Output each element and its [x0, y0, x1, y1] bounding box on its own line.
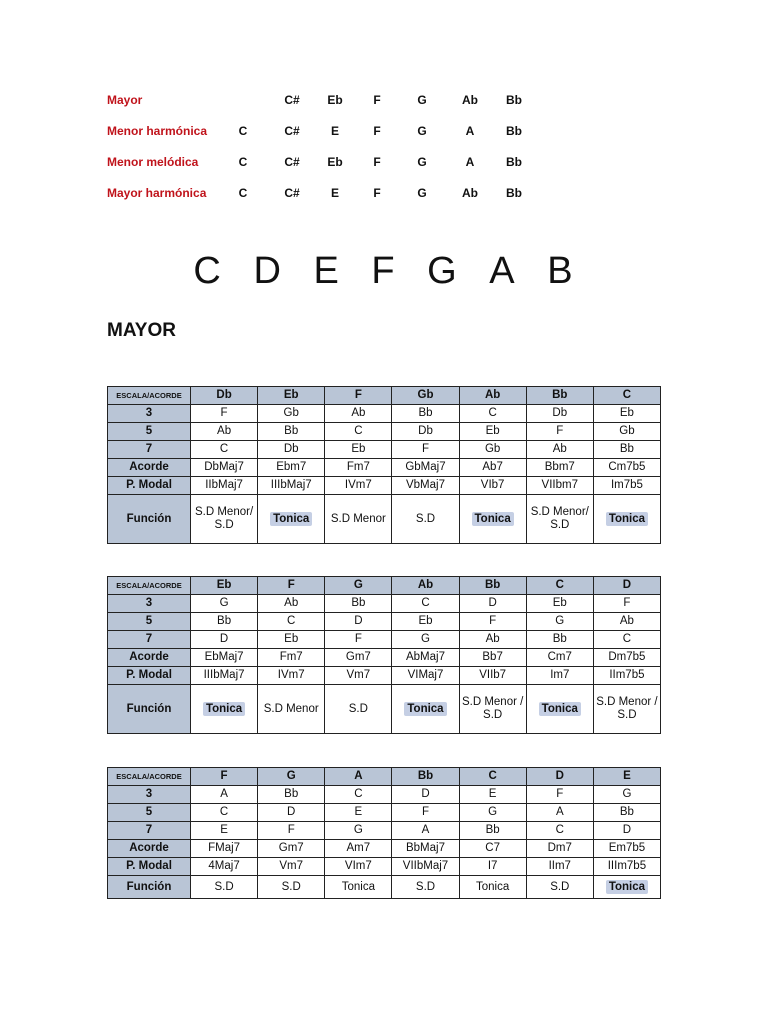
scale-note: Ab: [462, 186, 478, 200]
table-cell: C: [459, 405, 526, 423]
note-letter: B: [547, 250, 575, 292]
row-label: P. Modal: [108, 477, 191, 495]
table-row: [108, 649, 661, 667]
scale-note: F: [373, 124, 381, 138]
note-letter: F: [371, 250, 397, 292]
funcion-row: [108, 876, 661, 899]
scale-note: C#: [284, 155, 300, 169]
scale-note: A: [465, 155, 475, 169]
table-cell: G: [191, 595, 258, 613]
table-cell: Bb: [459, 822, 526, 840]
table-cell: Ab: [593, 613, 660, 631]
scale-note: G: [417, 155, 427, 169]
funcion-cell: Tonica: [459, 876, 526, 899]
scale-note: C: [238, 124, 248, 138]
note-letter: G: [427, 250, 459, 292]
table-cell: G: [325, 822, 392, 840]
table-row: [108, 631, 661, 649]
table-cell: VbMaj7: [392, 477, 459, 495]
root-cell: G: [325, 577, 392, 595]
table-row: [108, 423, 661, 441]
table-cell: IIIbMaj7: [258, 477, 325, 495]
table-cell: IIm7: [526, 858, 593, 876]
scale-note: C: [238, 155, 248, 169]
root-cell: C: [526, 577, 593, 595]
table-cell: FMaj7: [191, 840, 258, 858]
table-cell: C: [325, 423, 392, 441]
table-cell: Bb: [526, 631, 593, 649]
table-cell: Gb: [459, 441, 526, 459]
root-cell: D: [593, 577, 660, 595]
funcion-cell: S.D: [392, 495, 459, 544]
funcion-cell: S.D: [325, 685, 392, 734]
table-cell: D: [392, 786, 459, 804]
table-cell: Bb: [392, 405, 459, 423]
scale-note: F: [373, 186, 381, 200]
root-cell: Gb: [392, 387, 459, 405]
table-cell: Im7: [526, 667, 593, 685]
table-cell: Im7b5: [593, 477, 660, 495]
table-cell: F: [392, 441, 459, 459]
table-cell: Bb: [593, 804, 660, 822]
scale-note: Bb: [506, 186, 522, 200]
row-label: 7: [108, 631, 191, 649]
table-cell: IIIm7b5: [593, 858, 660, 876]
row-label: P. Modal: [108, 858, 191, 876]
row-label: 7: [108, 441, 191, 459]
table-cell: Ab: [526, 441, 593, 459]
table-row: [108, 804, 661, 822]
table-cell: IVm7: [258, 667, 325, 685]
root-cell: F: [258, 577, 325, 595]
scale-note: C#: [284, 93, 300, 107]
table-cell: F: [191, 405, 258, 423]
chord-table-1: [107, 386, 661, 544]
row-label: 7: [108, 822, 191, 840]
table-cell: Ab: [191, 423, 258, 441]
scale-note: Bb: [506, 93, 522, 107]
row-label: 5: [108, 804, 191, 822]
table-cell: Eb: [593, 405, 660, 423]
table-cell: Bb: [258, 786, 325, 804]
table-cell: Dm7b5: [593, 649, 660, 667]
table-cell: Ab: [459, 631, 526, 649]
table-cell: C: [258, 613, 325, 631]
table-cell: Bb7: [459, 649, 526, 667]
table-cell: Gm7: [325, 649, 392, 667]
table-cell: Fm7: [325, 459, 392, 477]
tonica-highlight: Tonica: [203, 702, 245, 716]
funcion-cell: S.D: [392, 876, 459, 899]
funcion-cell: S.D Menor / S.D: [593, 685, 660, 734]
table-cell: E: [459, 786, 526, 804]
table-cell: D: [593, 822, 660, 840]
table-row: [108, 405, 661, 423]
table-cell: Bbm7: [526, 459, 593, 477]
row-label: 5: [108, 423, 191, 441]
funcion-cell: [191, 685, 258, 734]
table-cell: Eb: [325, 441, 392, 459]
table-cell: E: [325, 804, 392, 822]
table-cell: Ab: [258, 595, 325, 613]
scale-note: E: [330, 186, 339, 200]
table-cell: VIm7: [325, 858, 392, 876]
root-cell: Ab: [392, 577, 459, 595]
table-row: [108, 840, 661, 858]
table-cell: A: [191, 786, 258, 804]
funcion-cell: S.D Menor: [258, 685, 325, 734]
table-cell: DbMaj7: [191, 459, 258, 477]
tonica-highlight: Tonica: [472, 512, 514, 526]
funcion-cell: S.D Menor: [325, 495, 392, 544]
table-row: [108, 786, 661, 804]
table-cell: Bb: [325, 595, 392, 613]
table-cell: F: [593, 595, 660, 613]
table-cell: Em7b5: [593, 840, 660, 858]
scale-note: Bb: [506, 155, 522, 169]
funcion-row: [108, 685, 661, 734]
table-cell: VIIbMaj7: [392, 858, 459, 876]
table-row: [108, 441, 661, 459]
scale-note: C#: [284, 186, 300, 200]
table-cell: Db: [258, 441, 325, 459]
scale-note: Ab: [462, 93, 478, 107]
chord-table-2: [107, 576, 661, 734]
table-cell: Db: [392, 423, 459, 441]
table-cell: BbMaj7: [392, 840, 459, 858]
root-cell: Ab: [459, 387, 526, 405]
table-cell: G: [459, 804, 526, 822]
scale-note: G: [417, 186, 427, 200]
row-label: Función: [108, 876, 191, 899]
root-cell: Bb: [526, 387, 593, 405]
table-cell: IIm7b5: [593, 667, 660, 685]
scale-name: Mayor harmónica: [107, 186, 207, 200]
table-cell: A: [526, 804, 593, 822]
table-cell: VIIbm7: [526, 477, 593, 495]
scale-note: E: [330, 124, 339, 138]
tonica-highlight: Tonica: [539, 702, 581, 716]
funcion-cell: Tonica: [325, 876, 392, 899]
tonica-highlight: Tonica: [606, 512, 648, 526]
table-cell: IVm7: [325, 477, 392, 495]
root-cell: D: [526, 768, 593, 786]
table-cell: G: [526, 613, 593, 631]
scale-note: F: [373, 155, 381, 169]
row-label: 3: [108, 595, 191, 613]
table-cell: F: [258, 822, 325, 840]
root-cell: G: [258, 768, 325, 786]
table-cell: VIIb7: [459, 667, 526, 685]
root-cell: C: [593, 387, 660, 405]
root-cell: A: [325, 768, 392, 786]
root-cell: Bb: [459, 577, 526, 595]
root-cell: Db: [191, 387, 258, 405]
table-cell: Gb: [593, 423, 660, 441]
table-cell: D: [258, 804, 325, 822]
table-cell: Ebm7: [258, 459, 325, 477]
table-row: [108, 822, 661, 840]
scale-note: A: [465, 124, 475, 138]
row-label: Función: [108, 495, 191, 544]
funcion-cell: [526, 685, 593, 734]
scale-note: F: [373, 93, 381, 107]
table-cell: 4Maj7: [191, 858, 258, 876]
table-cell: F: [392, 804, 459, 822]
table-header-row: [108, 577, 661, 595]
scale-note: Bb: [506, 124, 522, 138]
row-label: Acorde: [108, 649, 191, 667]
table-cell: F: [459, 613, 526, 631]
scale-note: C#: [284, 124, 300, 138]
table-cell: D: [459, 595, 526, 613]
funcion-cell: [459, 495, 526, 544]
table-header-row: [108, 768, 661, 786]
root-cell: Eb: [191, 577, 258, 595]
tonica-highlight: Tonica: [404, 702, 446, 716]
table-cell: D: [191, 631, 258, 649]
table-cell: Vm7: [258, 858, 325, 876]
table-cell: D: [325, 613, 392, 631]
table-cell: GbMaj7: [392, 459, 459, 477]
root-cell: F: [191, 768, 258, 786]
table-cell: Ab7: [459, 459, 526, 477]
note-letter: A: [489, 250, 517, 292]
table-row: [108, 667, 661, 685]
root-cell: C: [459, 768, 526, 786]
row-label: Acorde: [108, 459, 191, 477]
table-header-row: [108, 387, 661, 405]
scale-note: G: [417, 124, 427, 138]
table-cell: Gb: [258, 405, 325, 423]
funcion-cell: [593, 495, 660, 544]
table-cell: F: [325, 631, 392, 649]
table-cell: Vm7: [325, 667, 392, 685]
table-cell: VIb7: [459, 477, 526, 495]
table-cell: Gm7: [258, 840, 325, 858]
note-letter: D: [253, 250, 283, 292]
chord-table-3: [107, 767, 661, 899]
table-cell: C: [526, 822, 593, 840]
header-label: ESCALA/ACORDE: [108, 387, 191, 405]
table-cell: C: [392, 595, 459, 613]
funcion-cell: [258, 495, 325, 544]
row-label: P. Modal: [108, 667, 191, 685]
scale-note: Eb: [327, 155, 343, 169]
funcion-cell: [392, 685, 459, 734]
funcion-row: [108, 495, 661, 544]
table-row: [108, 595, 661, 613]
root-cell: Eb: [258, 387, 325, 405]
table-cell: Cm7b5: [593, 459, 660, 477]
table-cell: A: [392, 822, 459, 840]
funcion-cell: S.D: [258, 876, 325, 899]
scale-note: G: [417, 93, 427, 107]
row-label: Acorde: [108, 840, 191, 858]
section-heading: MAYOR: [107, 320, 176, 341]
table-cell: Bb: [191, 613, 258, 631]
funcion-cell: S.D Menor/ S.D: [526, 495, 593, 544]
scale-note: Eb: [327, 93, 343, 107]
table-cell: C: [325, 786, 392, 804]
table-cell: Db: [526, 405, 593, 423]
notes-line: [0, 250, 768, 293]
table-cell: C7: [459, 840, 526, 858]
table-cell: AbMaj7: [392, 649, 459, 667]
table-cell: Fm7: [258, 649, 325, 667]
table-row: [108, 613, 661, 631]
table-cell: Bb: [593, 441, 660, 459]
table-cell: Eb: [459, 423, 526, 441]
table-cell: Bb: [258, 423, 325, 441]
root-cell: E: [593, 768, 660, 786]
table-cell: C: [191, 804, 258, 822]
scale-name: Mayor: [107, 93, 143, 107]
table-cell: G: [392, 631, 459, 649]
table-cell: Cm7: [526, 649, 593, 667]
note-letter: C: [193, 250, 223, 292]
table-cell: C: [191, 441, 258, 459]
scale-note: C: [238, 186, 248, 200]
root-cell: F: [325, 387, 392, 405]
table-cell: IIIbMaj7: [191, 667, 258, 685]
table-cell: E: [191, 822, 258, 840]
funcion-cell: S.D: [191, 876, 258, 899]
scale-name: Menor melódica: [107, 155, 199, 169]
table-cell: F: [526, 423, 593, 441]
table-cell: Eb: [392, 613, 459, 631]
table-cell: C: [593, 631, 660, 649]
table-cell: EbMaj7: [191, 649, 258, 667]
table-cell: Dm7: [526, 840, 593, 858]
row-label: 5: [108, 613, 191, 631]
table-row: [108, 477, 661, 495]
table-cell: Eb: [258, 631, 325, 649]
row-label: 3: [108, 405, 191, 423]
tonica-highlight: Tonica: [270, 512, 312, 526]
table-cell: IIbMaj7: [191, 477, 258, 495]
table-cell: I7: [459, 858, 526, 876]
row-label: 3: [108, 786, 191, 804]
root-cell: Bb: [392, 768, 459, 786]
funcion-cell: S.D: [526, 876, 593, 899]
table-cell: Eb: [526, 595, 593, 613]
header-label: ESCALA/ACORDE: [108, 768, 191, 786]
table-cell: F: [526, 786, 593, 804]
table-cell: Am7: [325, 840, 392, 858]
scale-name: Menor harmónica: [107, 124, 208, 138]
note-letter: E: [313, 250, 341, 292]
table-row: [108, 858, 661, 876]
funcion-cell: S.D Menor / S.D: [459, 685, 526, 734]
table-cell: G: [593, 786, 660, 804]
funcion-cell: S.D Menor/ S.D: [191, 495, 258, 544]
table-cell: VIMaj7: [392, 667, 459, 685]
table-row: [108, 459, 661, 477]
funcion-cell: [593, 876, 660, 899]
row-label: Función: [108, 685, 191, 734]
header-label: ESCALA/ACORDE: [108, 577, 191, 595]
table-cell: Ab: [325, 405, 392, 423]
tonica-highlight: Tonica: [606, 880, 648, 894]
